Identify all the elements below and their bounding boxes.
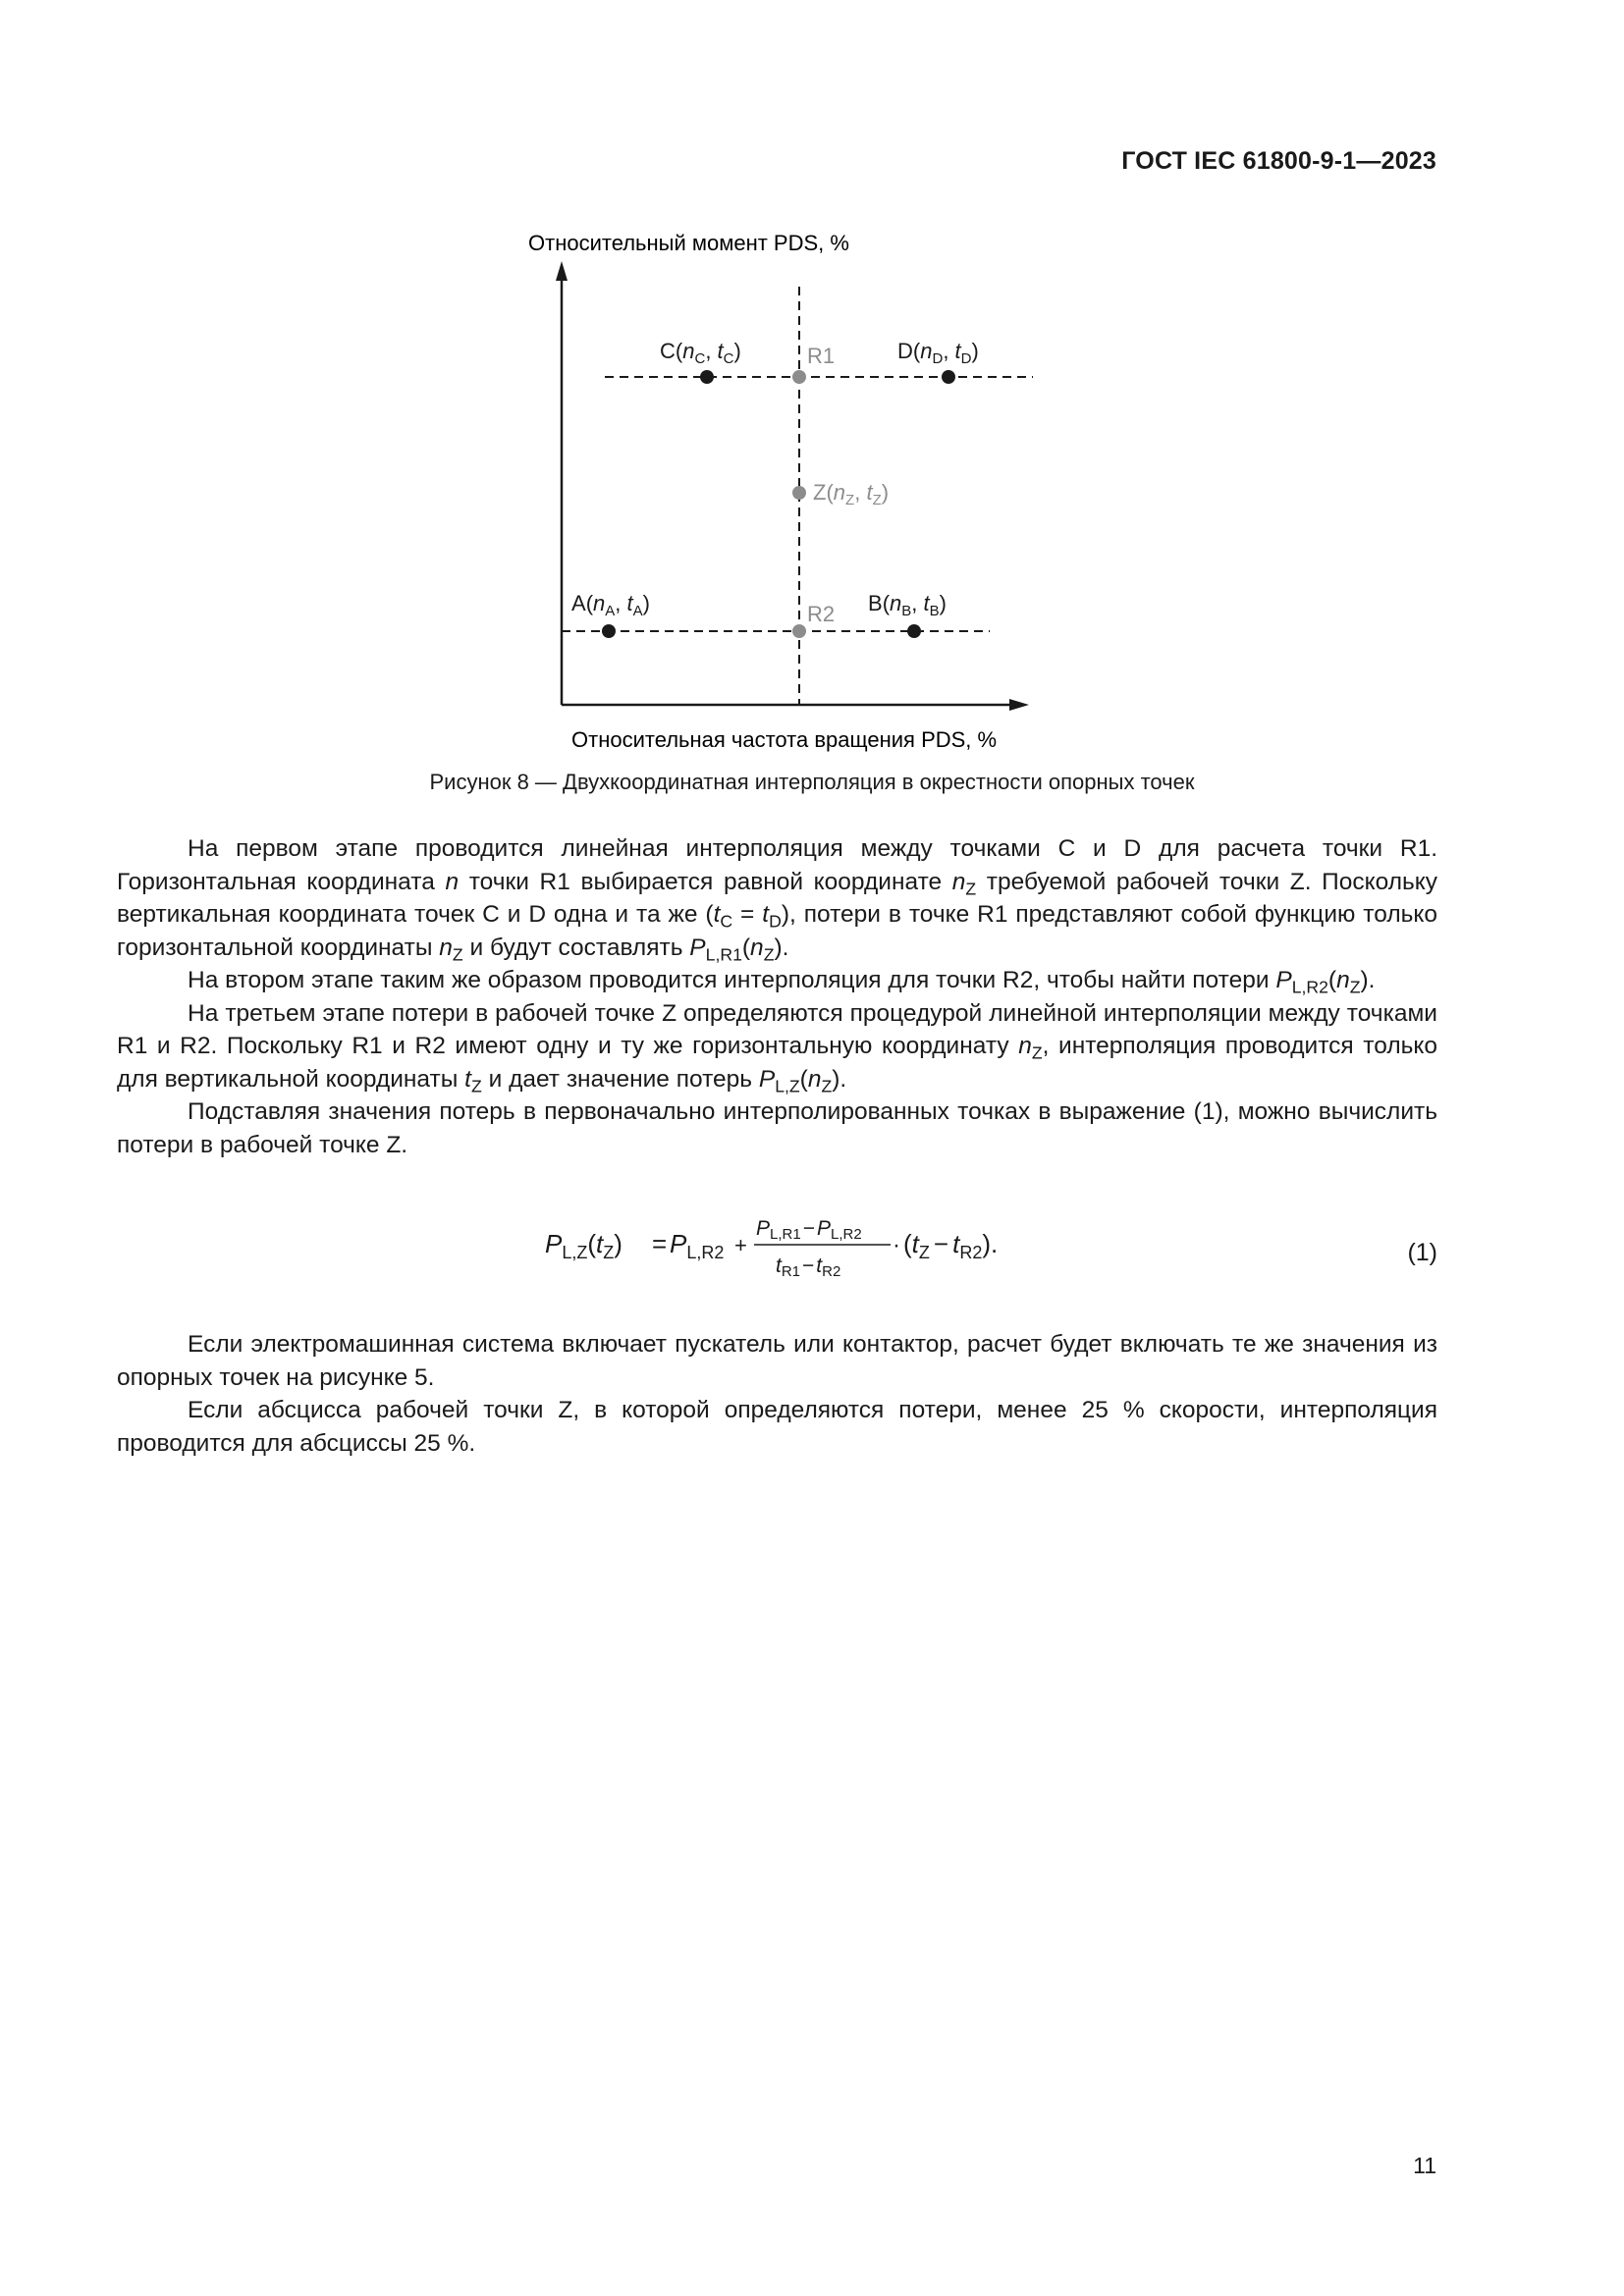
point-C [700, 370, 714, 384]
eq-dot: · [893, 1232, 900, 1258]
eq-tail: $(t_Z - t_{R2})$. [903, 1229, 999, 1262]
point-A [602, 624, 616, 638]
label-R2: R2 [807, 602, 836, 626]
label-D: $D(n_D$, $t_D$) [897, 339, 979, 367]
point-Z [792, 486, 806, 500]
paragraph-5: Если электромашинная система включает пускатель или контактор, расчет будет включать те же значения из опорных точек на рисунке 5. [117, 1331, 1437, 1391]
label-R1: R1 [807, 344, 836, 368]
eq-rhs-first: $P_{L,R2}$ [670, 1229, 725, 1262]
body-text-upper [117, 832, 1437, 1161]
y-axis-arrow [556, 261, 568, 281]
paragraph-6: Если абсцисса рабочей точки Z, в которой определяются потери, менее 25 % скорости, интерполяция проводится для абсциссы 25 %. [117, 1397, 1437, 1457]
label-B: $B(n_B$, $t_B$) [868, 591, 947, 619]
eq-denominator: tR1−tR2 [776, 1255, 841, 1280]
point-B [907, 624, 921, 638]
paragraph-1: На первом этапе проводится линейная интерполяция между точками C и D для расчета точки R1. Горизонтальная координата n точки R1 выбирается равной координате $n_Z$ требуемой рабочей точки Z. Поскольку вертикальная координата точек C и D одна и та же $(t_C = t_D)$, потери в точке R1 представляют собой функцию только горизонтальной координаты $n_Z$ и будут составлять $P_{L,R1}(n_Z)$. [117, 835, 1438, 964]
eq-lhs: $P_{L,Z}(t_Z)$ [545, 1229, 623, 1262]
interpolation-figure [0, 0, 1624, 805]
y-axis-label: Относительный момент PDS, % [528, 231, 849, 255]
document-header: ГОСТ IEC 61800-9-1—2023 [1121, 147, 1436, 175]
label-C: $C(n_C$, $t_C$) [660, 339, 741, 367]
paragraph-3: На третьем этапе потери в рабочей точке Z определяются процедурой линейной интерполяции между точками R1 и R2. Поскольку R1 и R2 имеют одну и ту же горизонтальную координату $n_Z$, интерполяция проводится только для вертикальной координаты $t_Z$ и дает значение потерь $P_{L,Z}(n_Z)$. [117, 999, 1437, 1095]
eq-plus: + [734, 1233, 747, 1257]
equation-number: (1) [1407, 1239, 1437, 1266]
figure-caption: Рисунок 8 — Двухкоординатная интерполяция в окрестности опорных точек [429, 770, 1195, 794]
paragraph-2: На втором этапе таким же образом проводится интерполяция для точки R2, чтобы найти потери $P_{L,R2}(n_Z)$. [188, 967, 1376, 997]
label-Z: $Z(n_Z$, $t_Z$) [813, 480, 890, 508]
paragraph-4: Подставляя значения потерь в первоначально интерполированных точках в выражение (1), можно вычислить потери в рабочей точке Z. [117, 1098, 1437, 1158]
x-axis-arrow [1009, 699, 1029, 711]
eq-numerator: PL,R1−PL,R2 [756, 1217, 862, 1243]
point-D [942, 370, 955, 384]
page-number: 11 [1413, 2153, 1436, 2178]
x-axis-label: Относительная частота вращения PDS, % [571, 727, 998, 752]
label-A: $A(n_A$, $t_A$) [571, 591, 650, 619]
equation-1 [0, 1205, 1624, 1284]
body-text-lower [117, 1328, 1437, 1460]
point-R1 [792, 370, 806, 384]
eq-equals: = [652, 1229, 668, 1258]
point-R2 [792, 624, 806, 638]
